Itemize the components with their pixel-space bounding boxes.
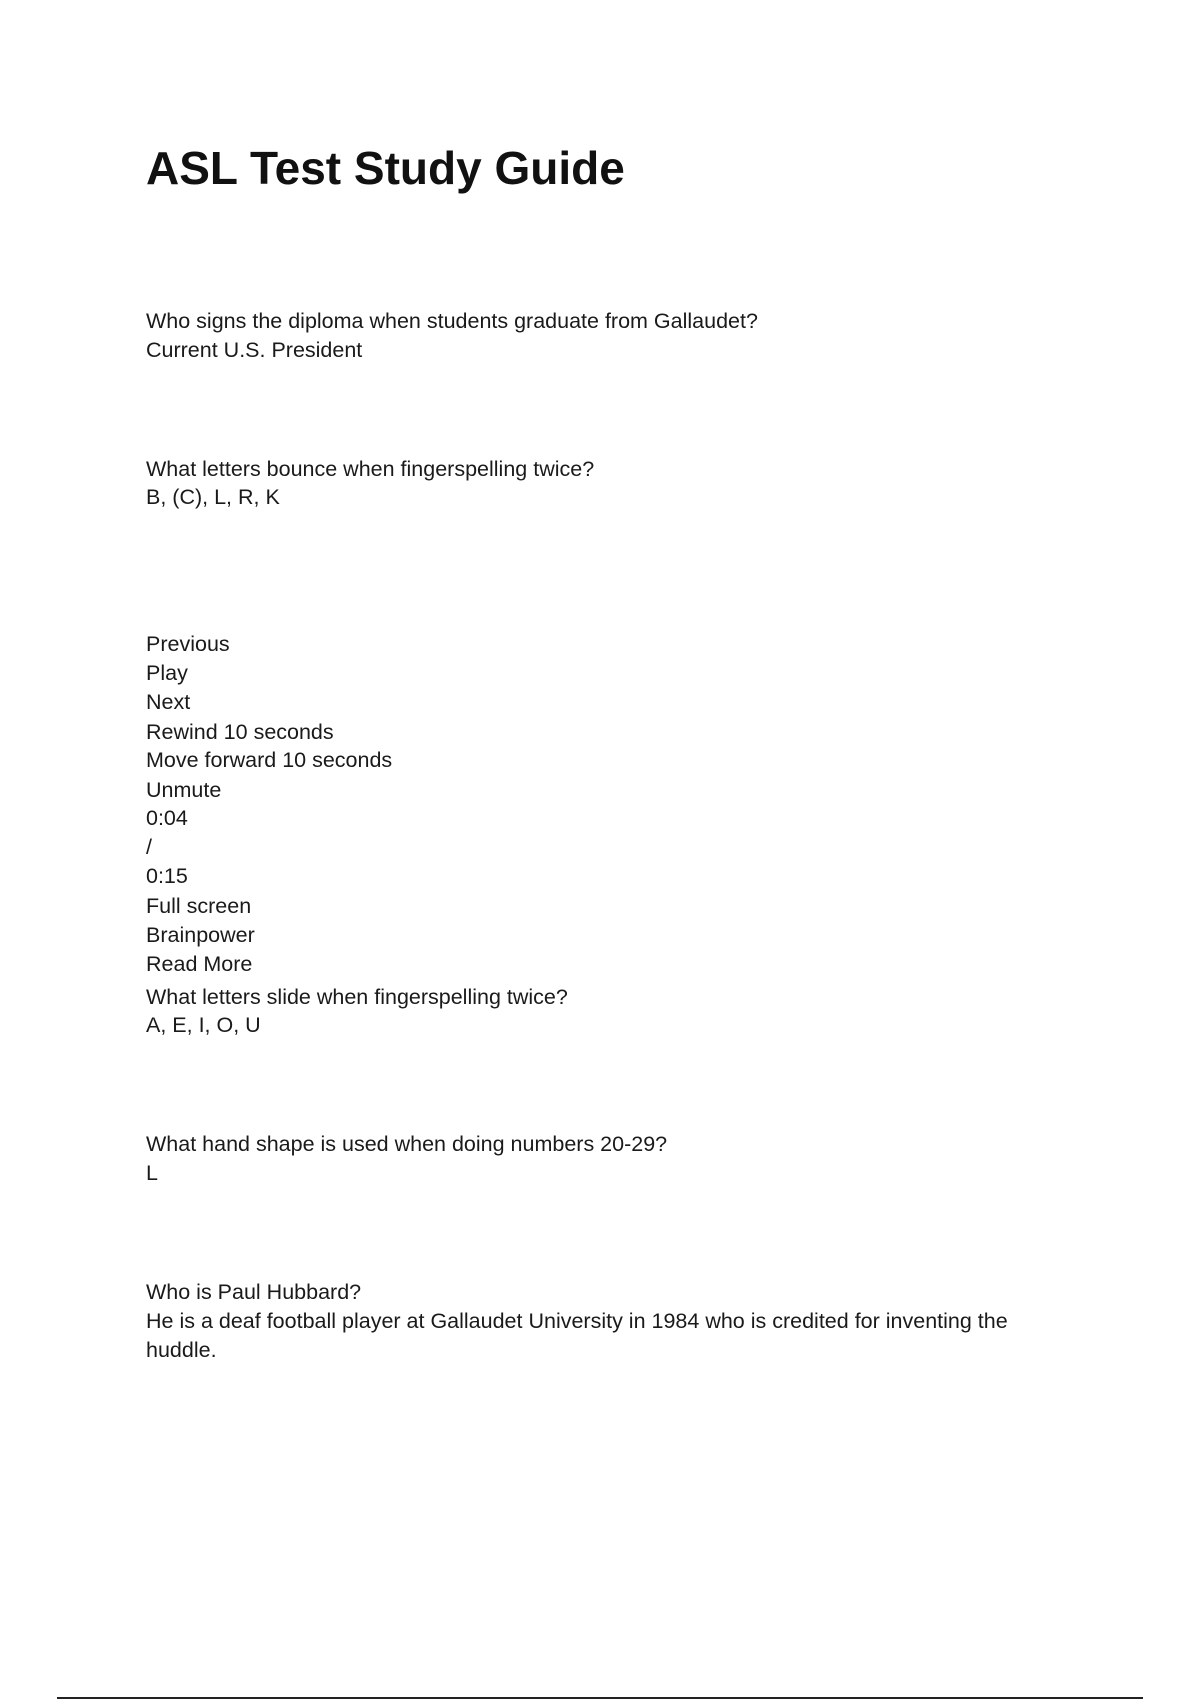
play-button[interactable]: Play xyxy=(146,661,188,685)
question-3: What letters slide when fingerspelling twice? xyxy=(146,985,568,1009)
duration: 0:15 xyxy=(146,864,188,888)
read-more-link[interactable]: Read More xyxy=(146,952,253,976)
time-separator: / xyxy=(146,835,152,859)
previous-button[interactable]: Previous xyxy=(146,632,230,656)
rewind-button[interactable]: Rewind 10 seconds xyxy=(146,720,334,744)
current-time: 0:04 xyxy=(146,806,188,830)
page-title: ASL Test Study Guide xyxy=(146,142,625,194)
answer-4: L xyxy=(146,1161,158,1185)
answer-5: He is a deaf football player at Gallaudet University in 1984 who is credited for inventing the huddle. xyxy=(146,1309,1008,1362)
forward-button[interactable]: Move forward 10 seconds xyxy=(146,748,393,772)
question-5: Who is Paul Hubbard? xyxy=(146,1280,362,1304)
footer-divider xyxy=(57,1697,1143,1699)
fullscreen-button[interactable]: Full screen xyxy=(146,894,252,918)
question-4: What hand shape is used when doing numbers 20-29? xyxy=(146,1132,668,1156)
question-2: What letters bounce when fingerspelling twice? xyxy=(146,457,595,481)
unmute-button[interactable]: Unmute xyxy=(146,778,222,802)
answer-2: B, (C), L, R, K xyxy=(146,485,280,509)
next-button[interactable]: Next xyxy=(146,690,191,714)
answer-1: Current U.S. President xyxy=(146,338,363,362)
answer-3: A, E, I, O, U xyxy=(146,1013,261,1037)
question-1: Who signs the diploma when students graduate from Gallaudet? xyxy=(146,309,758,333)
brand-link[interactable]: Brainpower xyxy=(146,923,255,947)
